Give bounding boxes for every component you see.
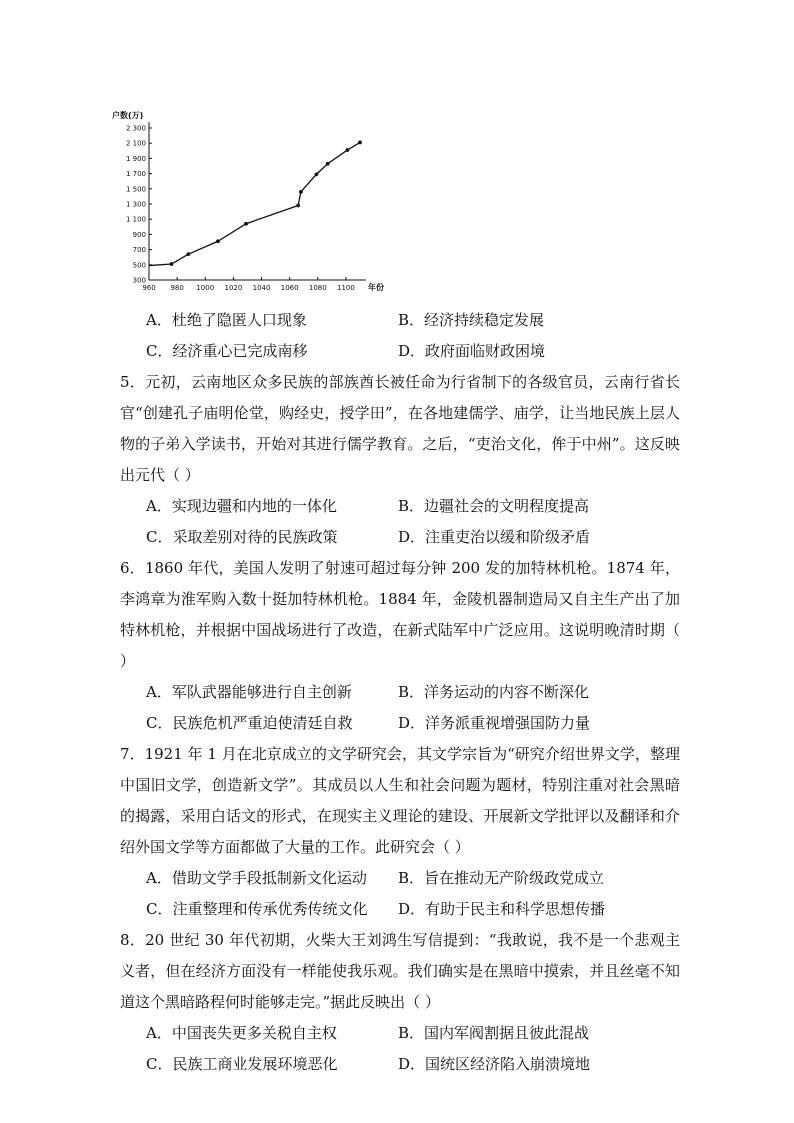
x-tick-label: 1020	[224, 284, 243, 292]
q4-options-row-1	[120, 305, 680, 336]
x-tick-label: 1000	[196, 284, 215, 292]
x-tick-label: 980	[170, 284, 184, 292]
q6-option-a[interactable]: A．军队武器能够进行自主创新	[146, 683, 352, 701]
y-tick-label: 1 500	[125, 185, 146, 194]
q5-option-a[interactable]: A．实现边疆和内地的一体化	[146, 497, 337, 515]
chart-svg	[110, 100, 384, 300]
q7-stem: 7．1921 年 1 月在北京成立的文学研究会，其文学宗旨为“研究介绍世界文学，整理中国旧文学，创造新文学”。其成员以人生和社会问题为题材，特别注重对社会黑暗的揭露，采用白话文的形式，在现实主义理论的建设、开展新文学批评以及翻译和介绍外国文学等方面都做了大量的工作。此研究会（ ）	[120, 745, 680, 856]
x-tick-label: 1040	[252, 284, 271, 292]
x-tick-label: 1060	[280, 284, 299, 292]
q6-option-b[interactable]: B．洋务运动的内容不断深化	[398, 683, 590, 701]
q4-option-d[interactable]: D．政府面临财政困境	[398, 342, 546, 360]
data-point	[186, 252, 190, 256]
q8-options-row-2	[120, 1049, 680, 1080]
data-point	[326, 162, 330, 166]
q7-option-b[interactable]: B．旨在推动无产阶级政党成立	[398, 869, 605, 887]
x-axis-label: 年份	[368, 283, 384, 292]
q7-option-c[interactable]: C．注重整理和传承优秀传统文化	[146, 900, 368, 918]
y-tick-label: 500	[132, 261, 146, 270]
q4-option-a[interactable]: A．杜绝了隐匿人口现象	[146, 311, 307, 329]
y-tick-label: 1 300	[125, 200, 146, 209]
q6-stem: 6．1860 年代，美国人发明了射速可超过每分钟 200 发的加特林机枪。1874 年，李鸿章为淮军购入数十挺加特林机枪。1884 年，金陵机器制造局又自主生产出了加特林机枪，并根据中国战场进行了改造，在新式陆军中广泛应用。这说明晚清时期（ ）	[120, 559, 680, 670]
q7-options-row-2	[120, 894, 680, 925]
x-tick-label: 1100	[337, 284, 355, 292]
q5-options-row-1	[120, 491, 680, 522]
q8-option-b[interactable]: B．国内军阀割据且彼此混战	[398, 1024, 590, 1042]
y-tick-label: 900	[132, 230, 146, 239]
data-point	[244, 222, 248, 226]
x-tick-label: 960	[142, 284, 156, 292]
y-axis-label: 户数(万)	[112, 111, 144, 120]
data-point	[216, 239, 220, 243]
q6-options-row-2	[120, 708, 680, 739]
q8-option-d[interactable]: D．国统区经济陷入崩溃境地	[398, 1055, 591, 1073]
q4-option-c[interactable]: C．经济重心已完成南移	[146, 342, 308, 360]
data-point	[170, 262, 174, 266]
series-line	[149, 142, 360, 265]
q7-option-a[interactable]: A．借助文学手段抵制新文化运动	[146, 869, 367, 887]
data-point	[345, 148, 349, 152]
x-tick-label: 1080	[308, 284, 327, 292]
y-tick-label: 2 100	[125, 139, 146, 148]
data-point	[358, 141, 362, 145]
q7-options-row-1	[120, 863, 680, 894]
q7-option-d[interactable]: D．有助于民主和科学思想传播	[398, 900, 606, 918]
q6-option-d[interactable]: D．洋务派重视增强国防力量	[398, 714, 591, 732]
q6-option-c[interactable]: C．民族危机严重迫使清廷自救	[146, 714, 353, 732]
q4-option-b[interactable]: B．经济持续稳定发展	[398, 311, 545, 329]
y-tick-label: 1 100	[125, 215, 146, 224]
questions-content	[120, 305, 680, 1080]
households-line-chart	[110, 100, 384, 300]
q4-options-row-2	[120, 336, 680, 367]
q8-option-a[interactable]: A．中国丧失更多关税自主权	[146, 1024, 337, 1042]
data-point	[296, 204, 300, 208]
q5-option-d[interactable]: D．注重吏治以缓和阶级矛盾	[398, 528, 591, 546]
y-tick-label: 700	[132, 246, 146, 255]
q5-option-b[interactable]: B．边疆社会的文明程度提高	[398, 497, 590, 515]
y-tick-label: 300	[132, 276, 146, 285]
q8-stem: 8．20 世纪 30 年代初期，火柴大王刘鸿生写信提到：“我敢说，我不是一个悲观主义者，但在经济方面没有一样能使我乐观。我们确实是在黑暗中摸索，并且丝毫不知道这个黑暗路程何时能够走完。”据此反映出（ ）	[120, 931, 680, 1011]
y-tick-label: 1 700	[125, 170, 146, 179]
q8-option-c[interactable]: C．民族工商业发展环境恶化	[146, 1055, 338, 1073]
q5-option-c[interactable]: C．采取差别对待的民族政策	[146, 528, 338, 546]
data-point	[299, 190, 303, 194]
y-tick-label: 2 300	[125, 124, 146, 133]
y-tick-label: 1 900	[125, 154, 146, 163]
q6-options-row-1	[120, 677, 680, 708]
data-point	[314, 172, 318, 176]
q5-stem: 5．元初，云南地区众多民族的部族酋长被任命为行省制下的各级官员，云南行省长官“创建孔子庙明伦堂，购经史，授学田”，在各地建儒学、庙学，让当地民族上层人物的子弟入学读书，开始对其进行儒学教育。之后，“吏治文化，侔于中州”。这反映出元代（ ）	[120, 373, 680, 484]
q8-options-row-1	[120, 1018, 680, 1049]
q5-options-row-2	[120, 522, 680, 553]
